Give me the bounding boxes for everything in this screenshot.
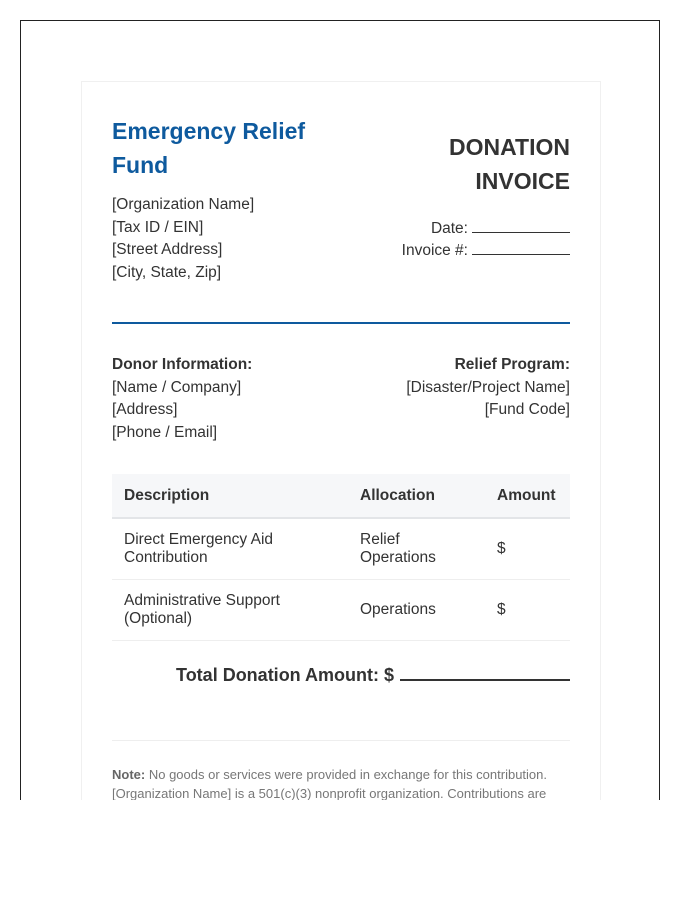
- organization-city: [City, State, Zip]: [112, 263, 222, 281]
- organization-block: [112, 114, 341, 284]
- program-heading: Relief Program:: [454, 356, 570, 373]
- donor-contact: [Phone / Email]: [112, 423, 218, 441]
- invoice-title-line2: INVOICE: [475, 168, 570, 194]
- organization-title: Emergency Relief Fund: [112, 118, 306, 178]
- info-row: [112, 354, 570, 444]
- program-block: [341, 354, 570, 444]
- invoice-paper: [81, 81, 601, 800]
- row-allocation: Operations: [348, 580, 485, 641]
- row-description: Direct Emergency Aid Contribution: [112, 518, 348, 580]
- invoice-number-label: Invoice #:: [401, 242, 468, 259]
- total-label: Total Donation Amount: $: [176, 665, 394, 685]
- program-project-name: [Disaster/Project Name]: [406, 378, 570, 396]
- table-header-row: [112, 474, 570, 518]
- date-field: [341, 218, 570, 240]
- invoice-title-line1: DONATION: [449, 134, 570, 160]
- date-blank-line: [472, 218, 570, 233]
- invoice-header: [112, 114, 570, 284]
- note-divider: [112, 740, 570, 741]
- row-amount: $: [485, 580, 570, 641]
- header-divider: [112, 322, 570, 324]
- invoice-block: [341, 114, 570, 262]
- donor-block: [112, 354, 341, 444]
- total-donation-row: [112, 663, 570, 686]
- invoice-number-field: [341, 240, 570, 262]
- header-amount: Amount: [485, 474, 570, 518]
- donor-heading: Donor Information:: [112, 356, 253, 373]
- invoice-number-blank-line: [472, 240, 570, 255]
- table-row: [112, 580, 570, 641]
- donor-name: [Name / Company]: [112, 378, 242, 396]
- total-blank-line: [400, 663, 570, 681]
- row-description: Administrative Support (Optional): [112, 580, 348, 641]
- document-frame: [20, 20, 660, 800]
- invoice-title: [341, 130, 570, 198]
- note-label: Note:: [112, 767, 146, 782]
- row-allocation: Relief Operations: [348, 518, 485, 580]
- header-allocation: Allocation: [348, 474, 485, 518]
- date-label: Date:: [430, 220, 468, 237]
- organization-tax-id: [Tax ID / EIN]: [112, 218, 204, 236]
- table-row: [112, 518, 570, 580]
- row-amount: $: [485, 518, 570, 580]
- donation-items-table: [112, 474, 570, 641]
- program-fund-code: [Fund Code]: [484, 401, 570, 418]
- note-body: No goods or services were provided in exchange for this contribution. [Organization Name] is a 501(c)(3) nonprofit organization. Contributions are: [112, 767, 548, 800]
- organization-street: [Street Address]: [112, 241, 223, 258]
- organization-name: [Organization Name]: [112, 196, 255, 213]
- donor-address: [Address]: [112, 401, 178, 418]
- note-text: [112, 765, 570, 800]
- header-description: Description: [112, 474, 348, 518]
